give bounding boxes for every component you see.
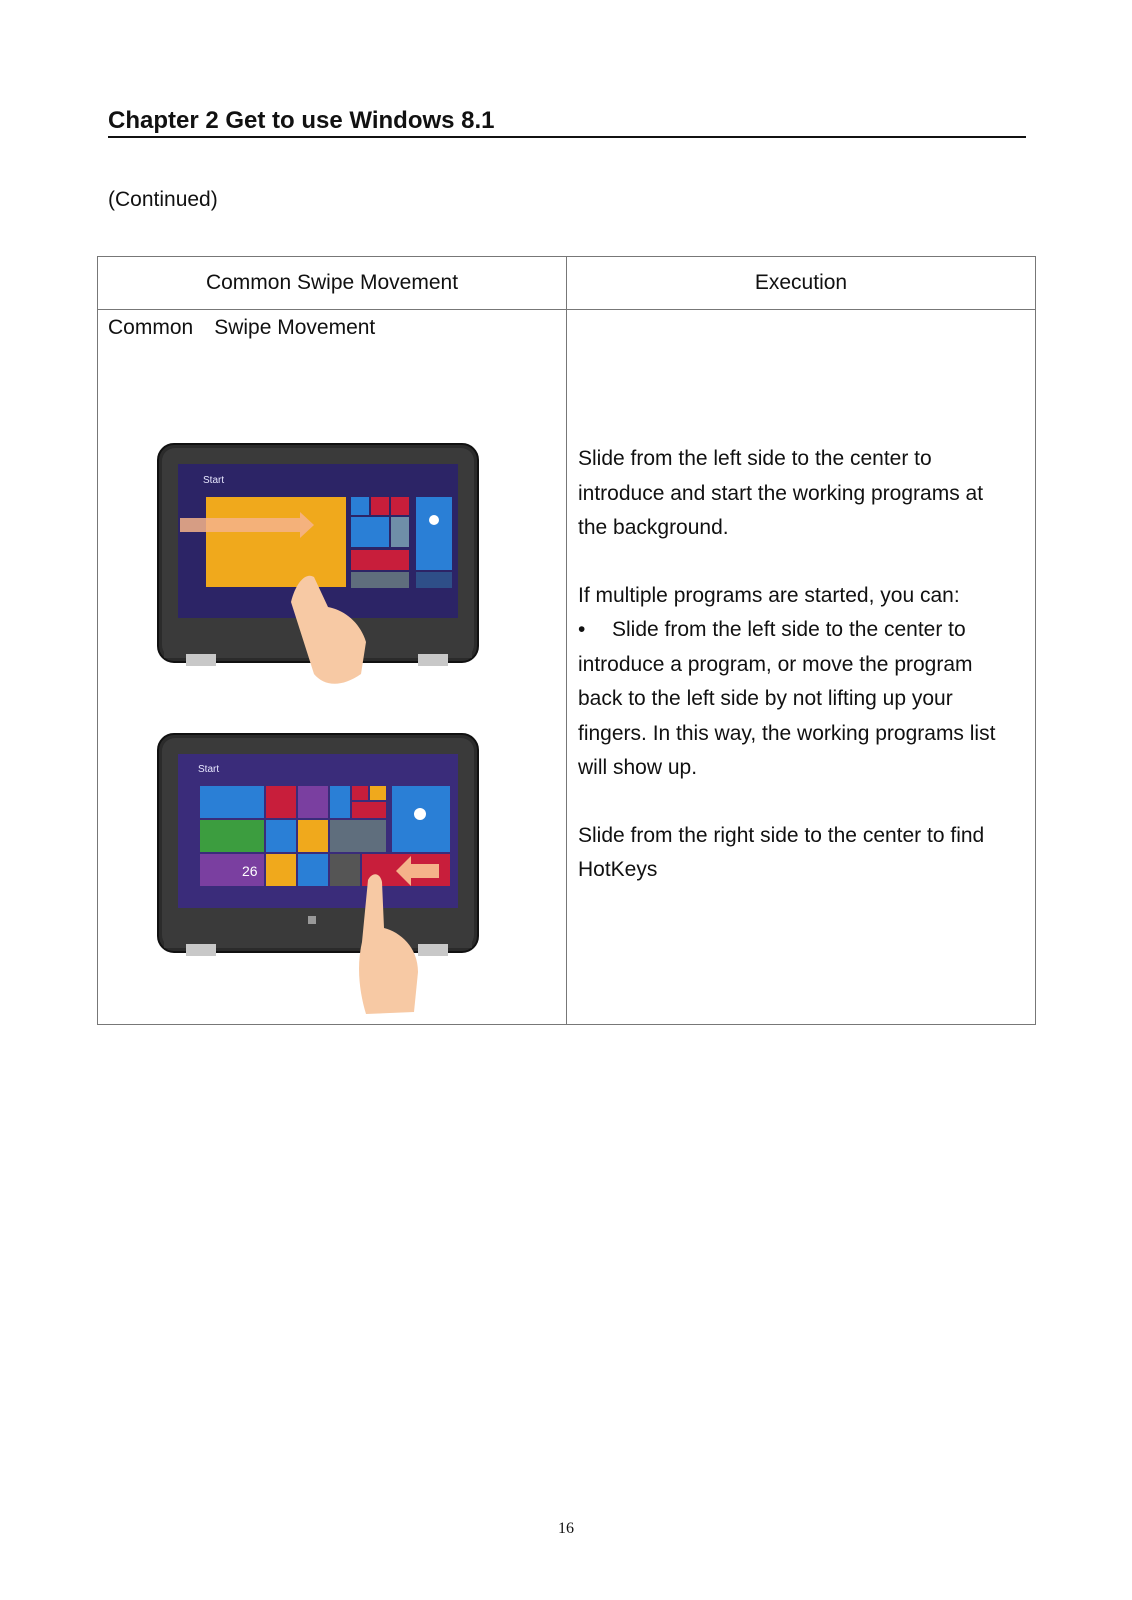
swipe-illustration-cell — [98, 310, 567, 1025]
tablet-swipe-right-illustration — [156, 732, 482, 1022]
header-execution: Execution — [567, 257, 1036, 310]
swipe-arrow — [180, 518, 300, 532]
table-header-row — [98, 257, 1036, 310]
exec-paragraph-2: If multiple programs are started, you can: — [578, 583, 960, 607]
date-tile-text: 26 — [242, 863, 258, 879]
exec-bullet-item — [578, 613, 1018, 786]
exec-paragraph-4: Slide from the right side to the center to find HotKeys — [578, 823, 985, 881]
header-swipe-movement: Common Swipe Movement — [98, 257, 567, 310]
page-number: 16 — [558, 1520, 574, 1537]
bullet-icon: • — [578, 618, 586, 641]
table-row — [98, 310, 1036, 1025]
tile-app-orange — [206, 497, 346, 587]
swipe-table — [97, 256, 1036, 1025]
continued-label: (Continued) — [108, 188, 218, 211]
tablet-swipe-left-illustration — [156, 442, 482, 690]
swipe-arrow — [411, 864, 439, 878]
chapter-title: Chapter 2 Get to use Windows 8.1 — [108, 106, 1026, 138]
exec-bullet-text: Slide from the left side to the center to introduce a program, or move the program back to the left side by not lifting up your fingers. In this way, the working programs list will show up. — [578, 618, 996, 779]
start-label: Start — [198, 764, 220, 775]
start-label: Start — [203, 475, 225, 486]
execution-cell — [567, 310, 1036, 1025]
tile-mail — [200, 786, 264, 818]
exec-paragraph-1: Slide from the left side to the center to introduce and start the working programs at the background. — [578, 447, 984, 539]
execution-text — [578, 442, 1018, 888]
row-title: Common Swipe Movement — [108, 316, 376, 339]
